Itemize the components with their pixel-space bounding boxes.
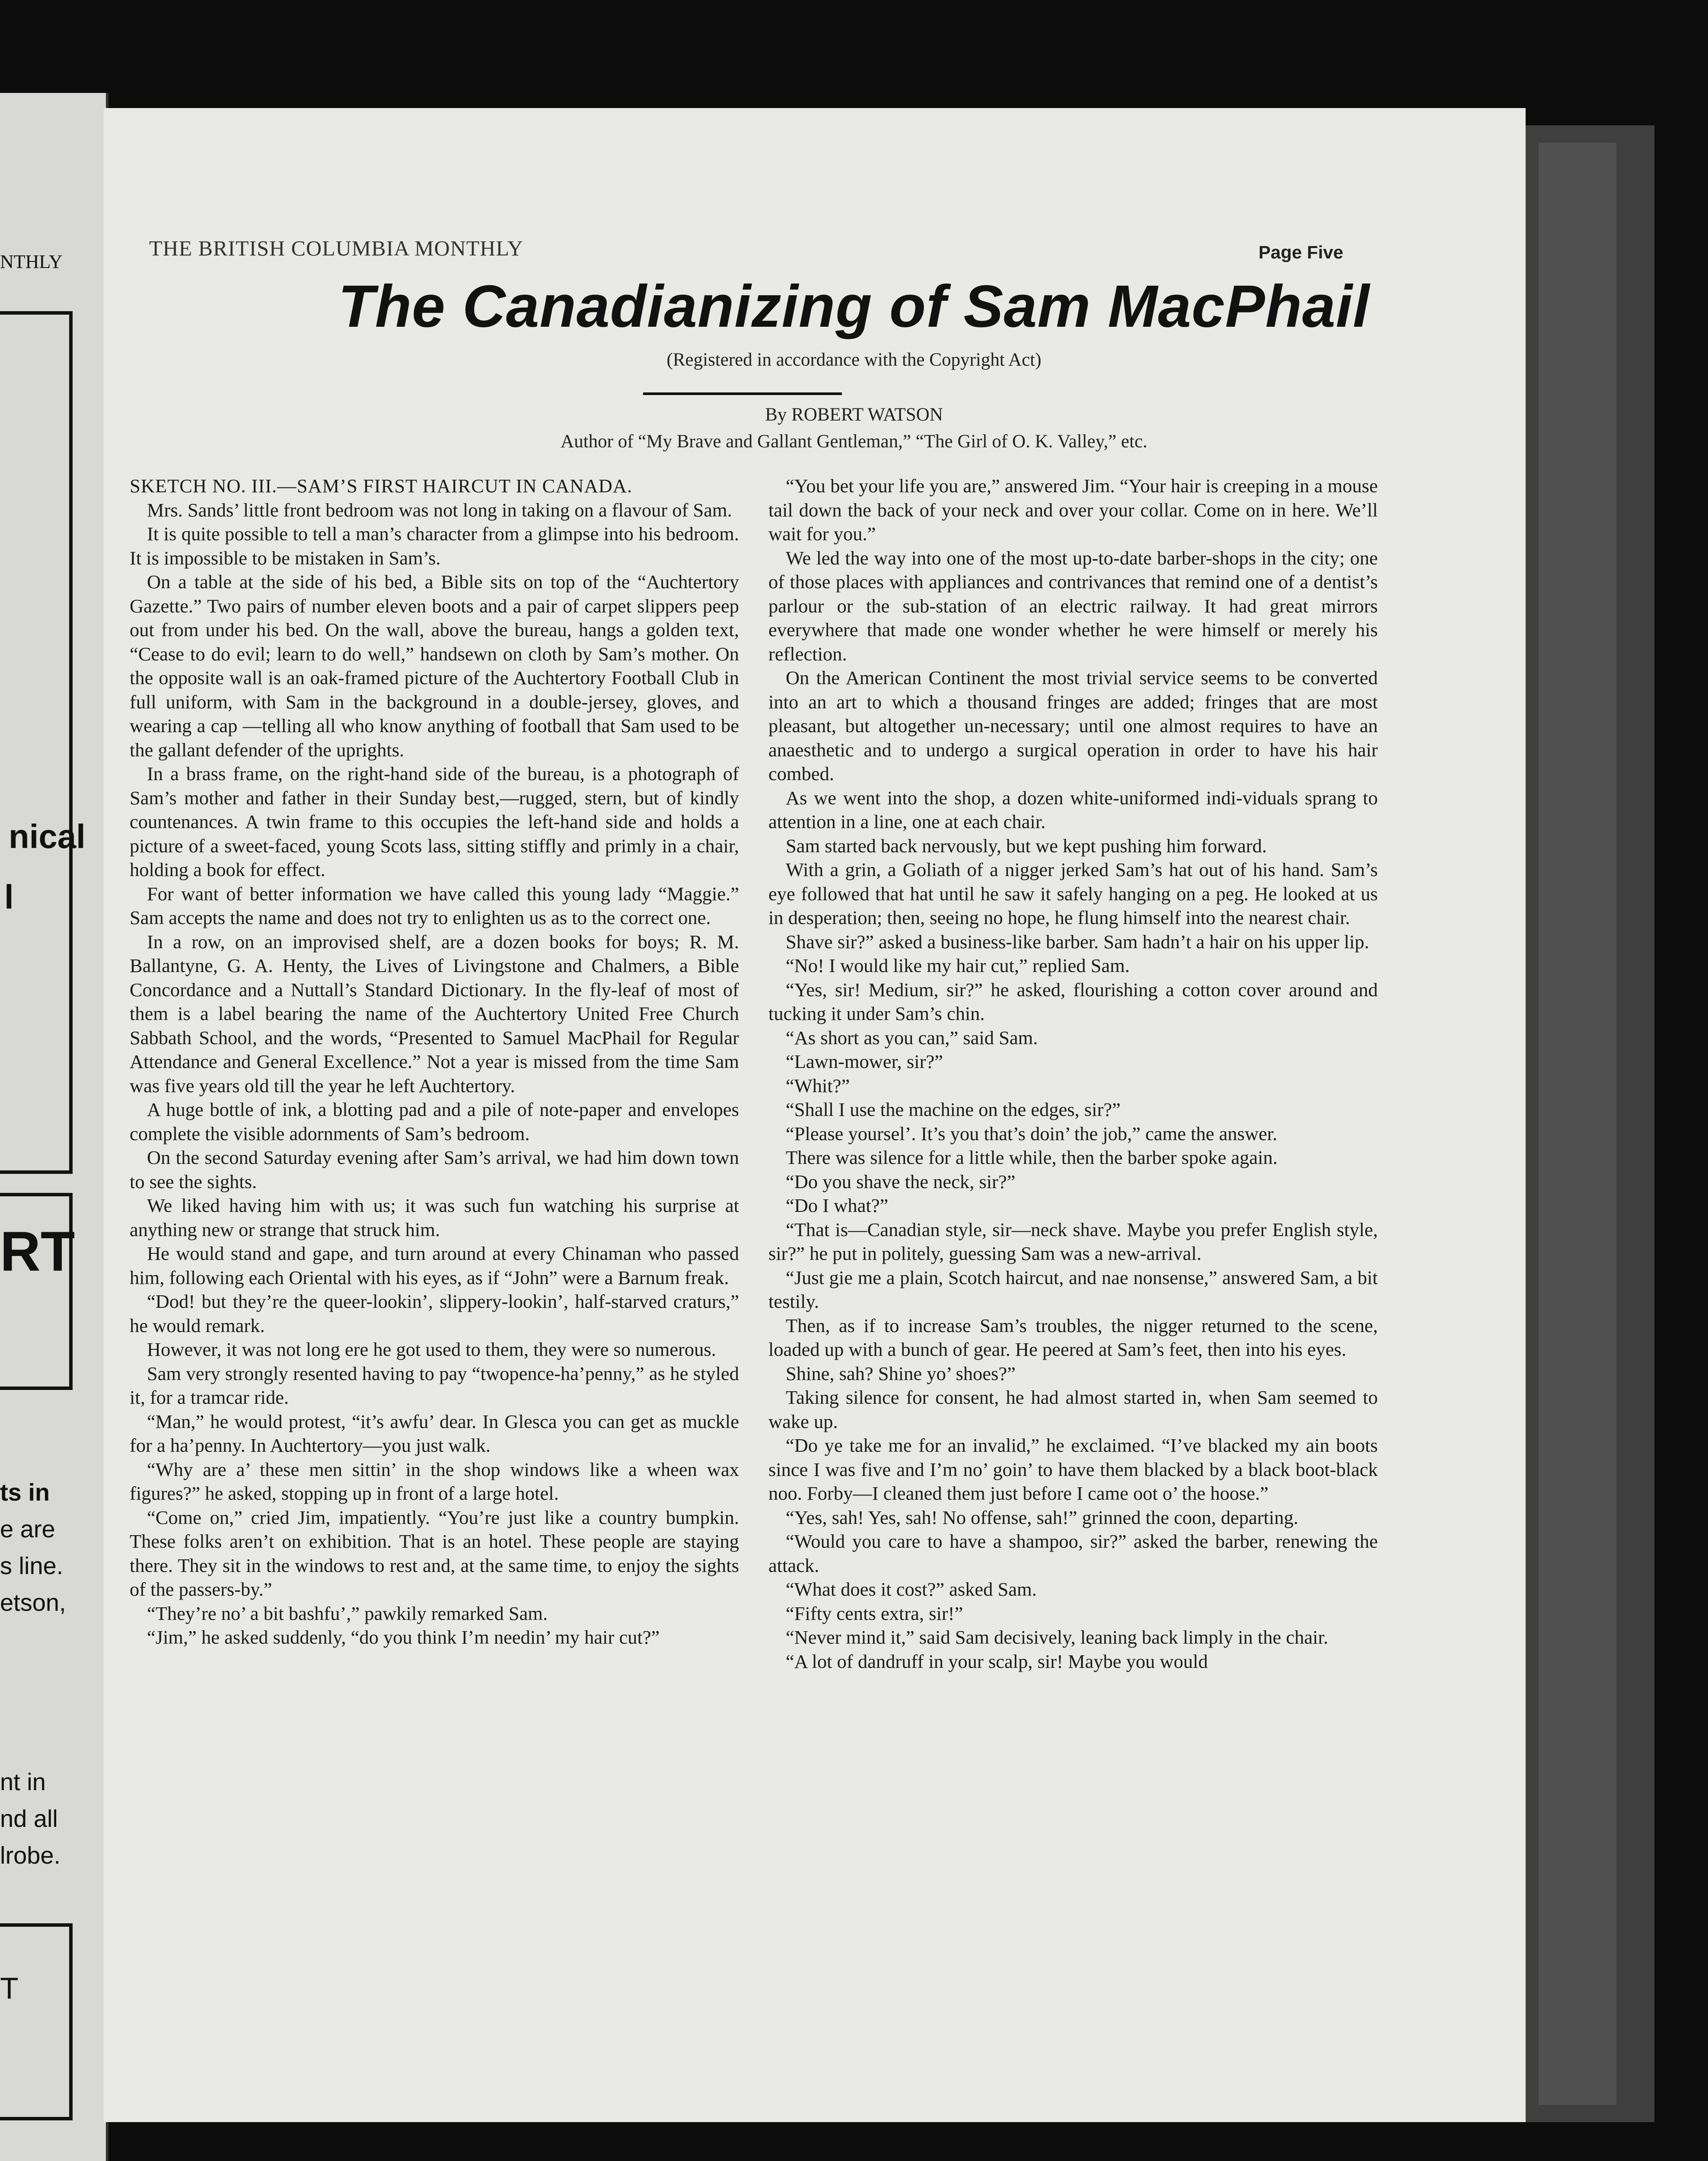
sketch-heading: SKETCH NO. III.—SAM’S FIRST HAIRCUT IN CANADA. [130,475,633,497]
paragraph: With a grin, a Goliath of a nigger jerked Sam’s hat out of his hand. Sam’s eye followed that hat until he saw it safely hanging on a peg. He looked at us in desperation; then, seeing no hope, he flung himself into the nearest chair. [768,859,1378,928]
paragraph: Shave sir?” asked a business-like barber. Sam hadn’t a hair on his upper lip. [786,931,1369,953]
page-number: Page Five [1259,242,1344,262]
paragraph: “Please yoursel’. It’s you that’s doin’ the job,” came the answer. [786,1122,1278,1144]
paragraph: As we went into the shop, a dozen white-uniformed indi-viduals sprang to attention in a line, one at each chair. [768,787,1378,832]
paragraph: “You bet your life you are,” answered Jim. “Your hair is creeping in a mouse tail down the back of your neck and over your collar. Come on in here. We’ll wait for you.” [768,475,1378,545]
paragraph: “Lawn-mower, sir?” [786,1051,943,1072]
left-column [130,474,739,1650]
facing-page-fragment: T [0,1971,19,2005]
running-head: THE BRITISH COLUMBIA MONTHLY [149,236,524,260]
author-note: Author of “My Brave and Gallant Gentleman,” “The Girl of O. K. Valley,” etc. [561,431,1147,452]
facing-page-box [0,1923,73,2120]
paragraph: However, it was not long ere he got used to them, they were so numerous. [147,1339,716,1360]
paragraph: “Do you shave the neck, sir?” [786,1170,1016,1192]
byline: By ROBERT WATSON [765,405,943,425]
paragraph: Then, as if to increase Sam’s troubles, the nigger returned to the scene, loaded up with a bunch of gear. He peered at Sam’s feet, then into his eyes. [768,1314,1378,1360]
paragraph: “Yes, sah! Yes, sah! No offense, sah!” grinned the coon, departing. [786,1506,1299,1528]
facing-page-fragment: l [4,878,14,916]
facing-page-fragment: ts in [0,1479,50,1506]
facing-page-fragment: e are [0,1515,55,1543]
right-column [768,474,1378,1673]
paragraph: Shine, sah? Shine yo’ shoes?” [786,1362,1016,1384]
paragraph: On a table at the side of his bed, a Bible sits on top of the “Auchtertory Gazette.” Two pairs of number eleven boots and a pair of carpet slippers peep out from under his bed. On the wall, above the bureau, hangs a golden text, “Cease to do evil; learn to do well,” handsewn on cloth by Sam’s mother. On the opposite wall is an oak-framed picture of the Auchtertory Football Club in full uniform, with Sam in the background in a double-jersey, gloves, and wearing a cap —telling all who know anything of football that Sam used to be the gallant defender of the uprights. [130,571,739,761]
paragraph: On the second Saturday evening after Sam’s arrival, we had him down town to see the sights. [130,1147,739,1192]
paragraph: He would stand and gape, and turn around at every Chinaman who passed him, following each Oriental with his eyes, as if “John” were a Barnum freak. [130,1243,739,1288]
paragraph: “Jim,” he asked suddenly, “do you think I’m needin’ my hair cut?” [147,1626,660,1648]
paragraph: “That is—Canadian style, sir—neck shave. Maybe you prefer English style, sir?” he put in politely, guessing Sam was a new-arrival. [768,1218,1378,1264]
paragraph: “Never mind it,” said Sam decisively, leaning back limply in the chair. [786,1626,1329,1648]
title-rule [643,392,842,395]
paragraph: “Would you care to have a shampoo, sir?” asked the barber, renewing the attack. [768,1530,1378,1576]
paragraph: “Do I what?” [786,1195,889,1216]
paragraph: “Just gie me a plain, Scotch haircut, and nae nonsense,” answered Sam, a bit testily. [768,1266,1378,1312]
paragraph: On the American Continent the most trivial service seems to be converted into an art to which a thousand fringes are added; fringes that are most pleasant, but altogether un-necessary; until one almost requires to have an anaesthetic and to undergo a surgical operation in order to have his hair combed. [768,667,1378,784]
paragraph: “They’re no’ a bit bashfu’,” pawkily remarked Sam. [147,1602,548,1624]
facing-page-fragment: NTHLY [0,251,63,272]
facing-page-fragment: RT [0,1220,75,1283]
paragraph: Sam started back nervously, but we kept pushing him forward. [786,835,1267,857]
facing-page-fragment: nt in [0,1768,46,1795]
paragraph: “Shall I use the machine on the edges, sir?” [786,1099,1121,1120]
article-title: The Canadianizing of Sam MacPhail [338,273,1370,340]
paragraph: “Dod! but they’re the queer-lookin’, slippery-lookin’, half-starved craturs,” he would remark. [130,1291,739,1336]
paragraph: “Fifty cents extra, sir!” [786,1602,963,1624]
paragraph: “Man,” he would protest, “it’s awfu’ dear. In Glesca you can get as muckle for a ha’penny. In Auchtertory—you just walk. [130,1410,739,1456]
paragraph: There was silence for a little while, then the barber spoke again. [786,1147,1278,1168]
paragraph: It is quite possible to tell a man’s character from a glimpse into his bedroom. It is impossible to be mistaken in Sam’s. [130,523,739,569]
paragraph: In a brass frame, on the right-hand side of the bureau, is a photograph of Sam’s mother and father in their Sunday best,—rugged, stern, but of kindly countenances. A twin frame to this occupies the left-hand side and holds a picture of a sweet-faced, young Scots lass, sitting stiffly and primly in a chair, holding a book for effect. [130,763,739,880]
paragraph: Sam very strongly resented having to pay “twopence-ha’penny,” as he styled it, for a tramcar ride. [130,1362,739,1408]
facing-page-fragment: s line. [0,1552,64,1579]
paragraph: Taking silence for consent, he had almost started in, when Sam seemed to wake up. [768,1386,1378,1432]
paragraph: “Do ye take me for an invalid,” he exclaimed. “I’ve blacked my ain boots since I was five and I’m no’ goin’ to have them blacked by a black boot-black noo. Forby—I cleaned them just before I came oot o’ the hoose.” [768,1434,1378,1504]
facing-page-fragment: lrobe. [0,1842,61,1869]
paragraph: A huge bottle of ink, a blotting pad and a pile of note-paper and envelopes complete the visible adornments of Sam’s bedroom. [130,1099,739,1144]
paragraph: For want of better information we have called this young lady “Maggie.” Sam accepts the name and does not try to enlighten us as to the correct one. [130,883,739,928]
facing-page-fragment: etson, [0,1589,66,1616]
paragraph: “As short as you can,” said Sam. [786,1026,1038,1049]
paragraph: “Whit?” [786,1074,850,1096]
paragraph: Mrs. Sands’ little front bedroom was not long in taking on a flavour of Sam. [147,499,732,521]
facing-page-fragment: nd all [0,1805,58,1832]
paragraph: We led the way into one of the most up-to-date barber-shops in the city; one of those places with appliances and contrivances that remind one of a dentist’s parlour or the sub-station of an electric railway. It had great mirrors everywhere that made one wonder whether he were himself or merely his reflection. [768,547,1378,665]
paragraph: “Come on,” cried Jim, impatiently. “You’re just like a country bumpkin. These folks aren’t on exhibition. That is an hotel. These people are staying there. They sit in the windows to rest and, at the same time, to enjoy the sights of the passers-by.” [130,1506,739,1600]
facing-page-fragment: nical [9,817,86,855]
article-subtitle: (Registered in accordance with the Copyright Act) [666,350,1042,370]
paragraph: In a row, on an improvised shelf, are a dozen books for boys; R. M. Ballantyne, G. A. Henty, the Lives of Livingstone and Chalmers, a Bible Concordance and a Nuttall’s Standard Dictionary. In the fly-leaf of most of them is a label bearing the name of the Auchtertory United Free Church Sabbath School, and the words, “Presented to Samuel MacPhail for Regular Attendance and General Excellence.” Not a year is missed from the time Sam was five years old till the year he left Auchtertory. [130,931,739,1096]
paragraph: “Why are a’ these men sittin’ in the shop windows like a wheen wax figures?” he asked, stopping up in front of a large hotel. [130,1458,739,1504]
paragraph: “No! I would like my hair cut,” replied Sam. [786,955,1130,976]
paragraph: We liked having him with us; it was such fun watching his surprise at anything new or strange that struck him. [130,1195,739,1240]
paragraph: “Yes, sir! Medium, sir?” he asked, flourishing a cotton cover around and tucking it under Sam’s chin. [768,979,1378,1024]
paragraph: “A lot of dandruff in your scalp, sir! Maybe you would [786,1650,1208,1672]
paragraph: “What does it cost?” asked Sam. [786,1578,1037,1600]
